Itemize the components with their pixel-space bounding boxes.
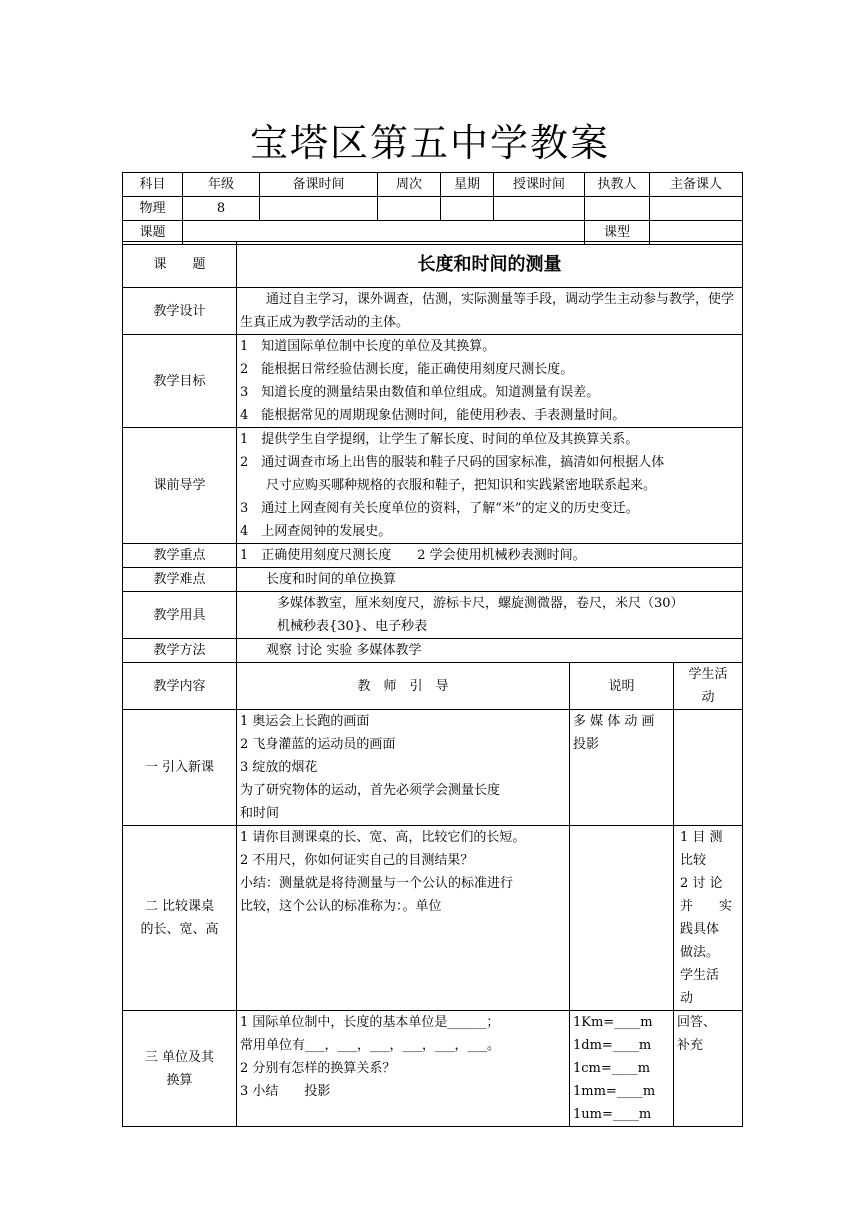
topic-label: 课 题 (123, 242, 237, 288)
preview-item: 2 通过调查市场上出售的服装和鞋子尺码的国家标准，搞清如何根据人体 (240, 455, 665, 470)
section-guide: 1 奥运会上长跑的画面 2 飞身灌蓝的运动员的画面 3 绽放的烟花 为了研究物体的运动，首先必须学会测量长度 和时间 (237, 710, 570, 826)
header-class-time: 授课时间 (494, 173, 585, 197)
lead-preparer-value (650, 197, 743, 221)
header-subject: 科目 (123, 173, 183, 197)
difficulty-text: 长度和时间的单位换算 (237, 568, 743, 592)
section-title: 二 比较课桌 的长、宽、高 (123, 826, 237, 1011)
section-title: 三 单位及其 换算 (123, 1011, 237, 1127)
header-teacher: 执教人 (585, 173, 650, 197)
activity-header: 学生活 动 (674, 663, 743, 710)
content-header: 教学内容 (123, 663, 237, 710)
goals-label: 教学目标 (123, 335, 237, 428)
week-value (378, 197, 441, 221)
section-activity: 回答、 补充 (674, 1011, 743, 1127)
header-weekday: 星期 (441, 173, 494, 197)
design-text: 通过自主学习，课外调查，估测，实际测量等手段，调动学生主动参与教学，使学生真正成为教学活动的主体。 (237, 288, 743, 335)
section-note: 多 媒 体 动 画 投影 (570, 710, 674, 826)
preview-item: 3 通过上网查阅有关长度单位的资料，了解“米”的定义的历史变迁。 (240, 501, 639, 516)
section-activity (674, 710, 743, 826)
tools-text (237, 592, 743, 639)
type-label: 课型 (585, 221, 650, 245)
topic-value: 长度和时间的测量 (237, 242, 743, 288)
page-title: 宝塔区第五中学教案 (249, 121, 610, 165)
subject-value: 物理 (123, 197, 183, 221)
guide-header: 教 师 引 导 (237, 663, 570, 710)
plan-table (122, 241, 743, 1127)
goal-item: 3 知道长度的测量结果由数值和单位组成。知道测量有误差。 (240, 385, 600, 400)
tools-label: 教学用具 (123, 592, 237, 639)
section-guide: 1 请你目测课桌的长、宽、高，比较它们的长短。 2 不用尺，你如何证实自己的目测结果？ 小结：测量就是将待测量与一个公认的标准进行 比较，这个公认的标准称为：。单位 (237, 826, 570, 1011)
header-grade: 年级 (183, 173, 260, 197)
section-note: 1Km=____m 1dm=____m 1cm=____m 1mm=____m 1um=____m (570, 1011, 674, 1127)
preview-list (237, 428, 743, 544)
key-label: 教学重点 (123, 544, 237, 568)
preview-item: 1 提供学生自学提纲，让学生了解长度、时间的单位及其换算关系。 (240, 432, 639, 447)
difficulty-label: 教学难点 (123, 568, 237, 592)
header-week: 周次 (378, 173, 441, 197)
section-activity: 1 目 测 比较 2 讨 论 并 实 践具体 做法。 学生活 动 (674, 826, 743, 1011)
prep-time-value (260, 197, 378, 221)
tools-line: 机械秒表{30}、电子秒表 (277, 619, 428, 634)
goal-item: 4 能根据常见的周期现象估测时间，能使用秒表、手表测量时间。 (240, 408, 626, 423)
header-prep-time: 备课时间 (260, 173, 378, 197)
header-lead-preparer: 主备课人 (650, 173, 743, 197)
method-label: 教学方法 (123, 639, 237, 663)
section-title: 一 引入新课 (123, 710, 237, 826)
goal-item: 1 知道国际单位制中长度的单位及其换算。 (240, 339, 496, 354)
grade-value: 8 (183, 197, 260, 221)
method-text: 观察 讨论 实验 多媒体教学 (237, 639, 743, 663)
preview-item: 尺寸应购买哪种规格的衣服和鞋子，把知识和实践紧密地联系起来。 (240, 478, 657, 493)
key-text: 1 正确使用刻度尺测长度 2 学会使用机械秒表测时间。 (237, 544, 743, 568)
goals-list (237, 335, 743, 428)
weekday-value (441, 197, 494, 221)
teacher-value (585, 197, 650, 221)
tools-line: 多媒体教室，厘米刻度尺，游标卡尺，螺旋测微器，卷尺，米尺（30） (277, 596, 684, 611)
header-table (122, 172, 743, 245)
goal-item: 2 能根据日常经验估测长度，能正确使用刻度尺测长度。 (240, 362, 574, 377)
preview-label: 课前导学 (123, 428, 237, 544)
section-note (570, 826, 674, 1011)
class-time-value (494, 197, 585, 221)
design-label: 教学设计 (123, 288, 237, 335)
lesson-label: 课题 (123, 221, 183, 245)
note-header: 说明 (570, 663, 674, 710)
section-guide: 1 国际单位制中，长度的基本单位是______； 常用单位有___，___，___，___，___，___。 2 分别有怎样的换算关系？ 3 小结 投影 (237, 1011, 570, 1127)
preview-item: 4 上网查阅钟的发展史。 (240, 524, 392, 539)
